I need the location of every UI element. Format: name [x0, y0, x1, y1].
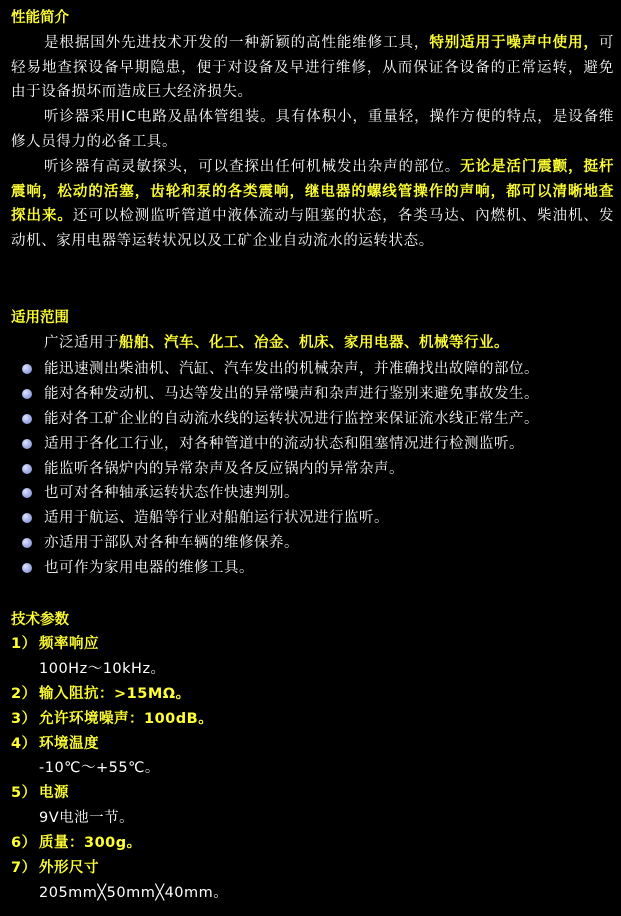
- spec-number: 5）: [11, 785, 37, 802]
- spec-label: 外形尺寸: [39, 860, 99, 877]
- bullet-icon: [22, 439, 32, 449]
- usage-item-text: 能迅速测出柴油机、汽缸、汽车发出的机械杂声，并准确找出故障的部位。: [44, 361, 539, 377]
- bullet-icon: [22, 488, 32, 498]
- spec-row-frequency: [0, 634, 228, 659]
- spec-row-temperature: [0, 734, 228, 759]
- usage-list-item: [0, 459, 539, 484]
- usage-list: [0, 359, 539, 583]
- usage-item-text: 能监听各锅炉内的异常杂声及各反应锅内的异常杂声。: [44, 460, 404, 477]
- spec-value-dimensions: 205mm╳50mm╳40mm。: [39, 884, 229, 901]
- usage-list-item: [0, 359, 539, 384]
- usage-list-item: [0, 384, 539, 409]
- spec-value-frequency: 100Hz～10kHz。: [39, 660, 166, 677]
- spec-label: 质量：: [39, 835, 84, 852]
- usage-intro-prefix: 广泛适用于: [44, 335, 119, 351]
- usage-item-text: 能对各种发动机、马达等发出的异常噪声和杂声进行鉴别来避免事故发生。: [44, 385, 539, 402]
- performance-paragraph-3: [11, 155, 614, 253]
- usage-intro-industries: 船舶、汽车、化工、冶金、机床、家用电器、机械等行业。: [119, 335, 509, 351]
- spec-row-power: [0, 783, 228, 808]
- spec-number: 3）: [11, 710, 37, 727]
- usage-item-text: 能对各工矿企业的自动流水线的运转状况进行监控来保证流水线正常生产。: [44, 410, 539, 427]
- usage-list-item: [0, 483, 539, 508]
- usage-list-item: [0, 508, 539, 533]
- spec-value-temperature: -10℃～+55℃。: [39, 760, 160, 777]
- spec-row-weight: [0, 833, 228, 858]
- bullet-icon: [22, 538, 32, 548]
- performance-heading: 性能简介: [11, 10, 69, 26]
- spec-number: 4）: [11, 735, 37, 752]
- spec-label: 环境温度: [39, 735, 99, 752]
- usage-item-text: 亦适用于部队对各种车辆的维修保养。: [44, 535, 299, 552]
- spec-row-dimensions: [0, 858, 228, 883]
- spec-value: >15MΩ。: [114, 685, 191, 702]
- spec-label: 电源: [39, 785, 69, 802]
- p3-highlight: 无论是活门震颤，挺杆震响，松动的活塞，齿轮和泵的各类震响，继电器的螺线管操作的声响，都可以清晰地查探出来。: [11, 159, 614, 224]
- spec-number: 7）: [11, 860, 37, 877]
- usage-item-text: 也可作为家用电器的维修工具。: [44, 560, 254, 577]
- bullet-icon: [22, 414, 32, 424]
- bullet-icon: [22, 464, 32, 474]
- bullet-icon: [22, 513, 32, 523]
- p3-text-a: 听诊器有高灵敏探头，可以查探出任何机械发出杂声的部位。: [44, 159, 461, 175]
- usage-list-item: [0, 533, 539, 558]
- spec-label: 输入阻抗：: [39, 685, 114, 702]
- spec-row-impedance: [0, 684, 228, 709]
- usage-item-text: 也可对各种轴承运转状态作快速判别。: [44, 485, 299, 502]
- spec-row-noise: [0, 709, 228, 734]
- usage-heading: 适用范围: [11, 310, 69, 326]
- usage-list-item: [0, 409, 539, 434]
- spec-value-power: 9V电池一节。: [39, 810, 135, 827]
- usage-list-item: [0, 558, 539, 583]
- p1-text-c: 可轻易地查探设备早期隐患，便于对设备及早进行维修，从而保证各设备的正常运转，避免由于设备损坏而造成巨大经济损失。: [11, 35, 614, 100]
- spec-label: 频率响应: [39, 636, 99, 652]
- spec-number: 1）: [11, 636, 37, 652]
- usage-list-item: [0, 434, 539, 459]
- spec-label: 允许环境噪声：: [39, 710, 144, 727]
- spec-value: 100dB。: [144, 710, 214, 727]
- bullet-icon: [22, 364, 32, 374]
- specs-list: [0, 634, 228, 908]
- performance-paragraph-1: [11, 31, 614, 105]
- usage-item-text: 适用于各化工行业，对各种管道中的流动状态和阻塞情况进行检测监听。: [44, 435, 524, 452]
- specs-heading: 技术参数: [11, 612, 69, 628]
- bullet-icon: [22, 389, 32, 399]
- spec-number: 2）: [11, 685, 37, 702]
- spec-number: 6）: [11, 835, 37, 852]
- bullet-icon: [22, 563, 32, 573]
- p1-highlight: 特别适用于噪声中使用，: [429, 35, 599, 51]
- performance-paragraph-2: 听诊器采用IC电路及晶体管组装。具有体积小，重量轻，操作方便的特点，是设备维修人员得力的必备工具。: [11, 109, 614, 150]
- usage-item-text: 适用于航运、造船等行业对船舶运行状况进行监听。: [44, 510, 389, 527]
- usage-intro: [44, 333, 509, 353]
- p3-text-c: 还可以检测监听管道中液体流动与阻塞的状态，各类马达、內燃机、柴油机、发动机、家用电器等运转状况以及工矿企业自动流水的运转状态。: [11, 208, 614, 249]
- spec-value: 300g。: [84, 835, 142, 852]
- p1-text-a: 是根据国外先进技术开发的一种新颖的高性能维修工具，: [44, 35, 430, 51]
